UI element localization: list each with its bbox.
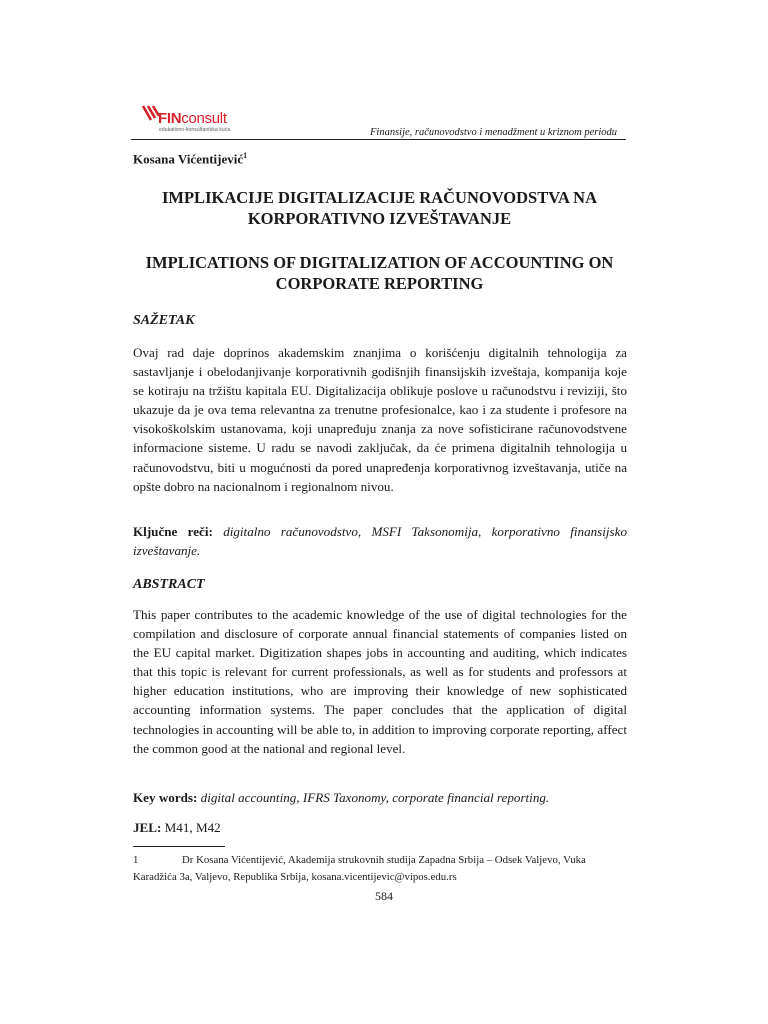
jel-label: JEL: [133, 820, 162, 835]
key-words-label: Key words: [133, 790, 198, 805]
abstract-text: This paper contributes to the academic knowledge of the use of digital technologies for the compilation and disclosure of corporate annual financial statements of companies listed on the EU capital market. Digitization shapes jobs in accounting and auditing, which indicates that this topic is relevant for current professionals, as well as for students and professors at higher education institutions, who are improving their knowledge of new sophisticated accounting information systems. The paper concludes that the application of digital technologies in accounting will be able to, in addition to improving corporate reporting, affect the common good at the national and regional level. [133, 607, 627, 756]
footnote-rule [133, 846, 225, 847]
key-words [133, 788, 627, 807]
logo-fin-text: FIN [158, 110, 182, 127]
header-rule [131, 139, 626, 140]
abstract-heading: ABSTRACT [133, 577, 205, 592]
logo-wordmark [158, 111, 227, 127]
footnote-text: Dr Kosana Vićentijević, Akademija strukovnih studija Zapadna Srbija – Odsek Valjevo, Vuka Karadžića 3a, Valjevo, Republika Srbija, kosana.vicentijevic@vipos.edu.rs [133, 854, 586, 883]
title-serbian: IMPLIKACIJE DIGITALIZACIJE RAČUNOVODSTVA NA KORPORATIVNO IZVEŠTAVANJE [161, 188, 597, 228]
title-english: IMPLICATIONS OF DIGITALIZATION OF ACCOUNTING ON CORPORATE REPORTING [145, 253, 614, 293]
footnote [133, 852, 627, 886]
sazetak-heading: SAŽETAK [133, 313, 195, 328]
logo-consult-text: consult [181, 110, 227, 127]
running-head: Finansije, računovodstvo i menadžment u kriznom periodu [369, 127, 617, 138]
sazetak-text: Ovaj rad daje doprinos akademskim znanjima o korišćenju digitalnih tehnologija za sastavljanje i obelodanjivanje korporativnih godišnjih finansijskih izveštaja, kompanija koje se kotiraju na tržištu kapitala EU. Digitalizacija oblikuje poslove u računodstvu i reviziji, što ukazuje da je ova tema relevantna za trenutne profesionalce, kao i za studente i profesore na visokoškolskim ustanovama, koji unapređuju znanja za nove sofisticirane računovodstvene informacione sisteme. U radu se navodi zaključak, da će primena digitalnih tehnologija u računovodstvu, biti u mogućnosti da pored unapređenja korporativnog izveštavanja, utiče na opšte dobro na nacionalnom i regionalnom nivou. [133, 345, 627, 494]
key-words-values: digital accounting, IFRS Taxonomy, corporate financial reporting. [200, 790, 550, 805]
kljucne-reci [133, 522, 627, 560]
author-name-text: Kosana Vićentijević [133, 151, 244, 167]
jel-values: M41, M42 [164, 820, 221, 835]
kljucne-reci-label: Ključne reči: [133, 524, 213, 539]
author-footnote-mark: 1 [243, 151, 248, 160]
footnote-number: 1 [133, 854, 139, 866]
page-number: 584 [375, 889, 393, 903]
finconsult-logo [140, 104, 260, 136]
author-name [133, 151, 247, 167]
logo-tagline: edukativno-konsultantska kuća [159, 127, 231, 133]
jel-codes [133, 818, 627, 837]
kljucne-reci-values: digitalno računovodstvo, MSFI Taksonomija, korporativno finansijsko izveštavanje. [133, 524, 628, 559]
